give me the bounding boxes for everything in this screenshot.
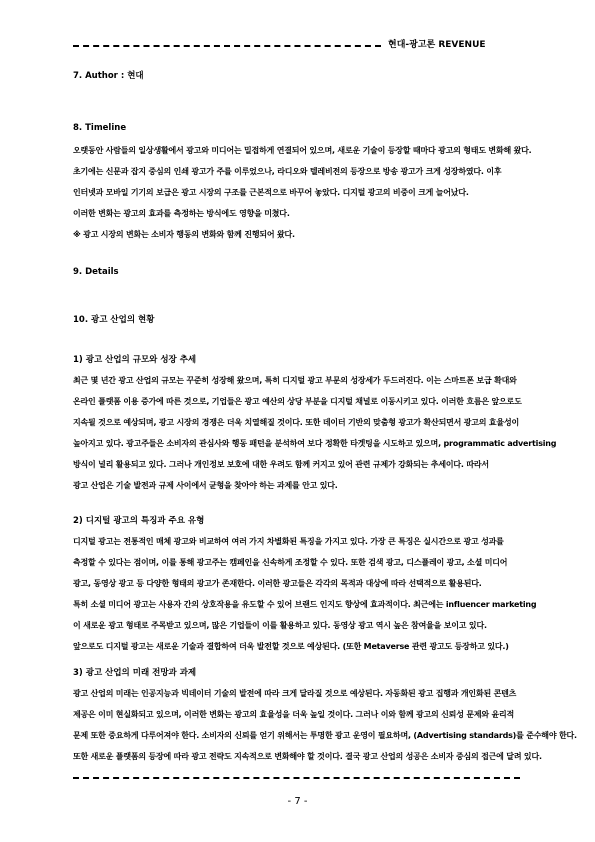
subsection-3-line: 제공은 이미 현실화되고 있으며, 이러한 변화는 광고의 효율성을 더욱 높일 것이다. 그러나 이와 함께 광고의 신뢰성 문제와 윤리적	[73, 710, 515, 719]
subsection-1-line: 지속될 것으로 예상되며, 광고 시장의 경쟁은 더욱 치열해질 것이다. 또한 데이터 기반의 맞춤형 광고가 확산되면서 광고의 효율성이	[73, 418, 520, 427]
subsection-1-body	[73, 370, 557, 496]
subsection-2-line: 앞으로도 디지털 광고는 새로운 기술과 결합하여 더욱 발전할 것으로 예상된다. (또한 Metaverse 관련 광고도 등장하고 있다.)	[73, 642, 509, 651]
subsection-2-line: 이 새로운 광고 형태로 주목받고 있으며, 많은 기업들이 이를 활용하고 있다. 동영상 광고 역시 높은 참여율을 보이고 있다.	[73, 621, 487, 630]
section-8-line: 초기에는 신문과 잡지 중심의 인쇄 광고가 주를 이루었으나, 라디오와 텔레비전의 등장으로 방송 광고가 크게 성장하였다. 이후	[73, 167, 502, 176]
subsection-3-line: 광고 산업의 미래는 인공지능과 빅데이터 기술의 발전에 따라 크게 달라질 것으로 예상된다. 자동화된 광고 집행과 개인화된 콘텐츠	[73, 689, 517, 698]
subsection-2-heading: 2) 디지털 광고의 특징과 주요 유형	[73, 516, 205, 526]
subsection-3-body	[73, 683, 577, 767]
subsection-2-line: 측정할 수 있다는 점이며, 이를 통해 광고주는 캠페인을 신속하게 조정할 수 있다. 또한 검색 광고, 디스플레이 광고, 소셜 미디어	[73, 558, 508, 567]
subsection-2-line: 디지털 광고는 전통적인 매체 광고와 비교하여 여러 가지 차별화된 특징을 가지고 있다. 가장 큰 특징은 실시간으로 광고 성과를	[73, 537, 504, 546]
subsection-2-line: 특히 소셜 미디어 광고는 사용자 간의 상호작용을 유도할 수 있어 브랜드 인지도 향상에 효과적이다. 최근에는 influencer marketing	[73, 600, 537, 609]
subsection-2-line: 광고, 동영상 광고 등 다양한 형태의 광고가 존재한다. 이러한 광고들은 각각의 목적과 대상에 따라 선택적으로 활용된다.	[73, 579, 482, 588]
subsection-1-line: 방식이 널리 활용되고 있다. 그러나 개인정보 보호에 대한 우려도 함께 커지고 있어 관련 규제가 강화되는 추세이다. 따라서	[73, 460, 489, 469]
subsection-1-line: 온라인 플랫폼 이용 증가에 따른 것으로, 기업들은 광고 예산의 상당 부분을 디지털 채널로 이동시키고 있다. 이러한 흐름은 앞으로도	[73, 397, 522, 406]
subsection-1-line: 광고 산업은 기술 발전과 규제 사이에서 균형을 찾아야 하는 과제를 안고 있다.	[73, 481, 338, 490]
subsection-2-body	[73, 531, 537, 657]
section-8-line: 인터넷과 모바일 기기의 보급은 광고 시장의 구조를 근본적으로 바꾸어 놓았다. 디지털 광고의 비중이 크게 늘어났다.	[73, 188, 469, 197]
section-8-line: 이러한 변화는 광고의 효과를 측정하는 방식에도 영향을 미쳤다.	[73, 209, 290, 218]
subsection-1-line: 높아지고 있다. 광고주들은 소비자의 관심사와 행동 패턴을 분석하여 보다 정확한 타겟팅을 시도하고 있으며, programmatic advertising	[73, 439, 557, 448]
header-dashed-rule	[73, 45, 381, 47]
header-title: 현대-광고론 REVENUE	[388, 40, 486, 50]
section-10-heading: 10. 광고 산업의 현황	[73, 315, 155, 325]
section-8-note: ※ 광고 시장의 변화는 소비자 행동의 변화와 함께 진행되어 왔다.	[73, 230, 295, 239]
section-9-heading: 9. Details	[73, 267, 119, 277]
footer-dashed-rule	[73, 777, 520, 779]
section-8-body	[73, 140, 532, 245]
page-number: - 7 -	[287, 796, 308, 807]
subsection-3-line: 또한 새로운 플랫폼의 등장에 따라 광고 전략도 지속적으로 변화해야 할 것이다. 결국 광고 산업의 성공은 소비자 중심의 접근에 달려 있다.	[73, 752, 542, 761]
subsection-1-heading: 1) 광고 산업의 규모와 성장 추세	[73, 355, 197, 365]
section-7-heading: 7. Author : 현대	[73, 71, 144, 81]
subsection-1-line: 최근 몇 년간 광고 산업의 규모는 꾸준히 성장해 왔으며, 특히 디지털 광고 부문의 성장세가 두드러진다. 이는 스마트폰 보급 확대와	[73, 376, 517, 385]
subsection-3-heading: 3) 광고 산업의 미래 전망과 과제	[73, 668, 197, 678]
section-8-line: 오랫동안 사람들의 일상생활에서 광고와 미디어는 밀접하게 연결되어 있으며, 새로운 기술이 등장할 때마다 광고의 형태도 변화해 왔다.	[73, 146, 532, 155]
subsection-3-line: 문제 또한 중요하게 다루어져야 한다. 소비자의 신뢰를 얻기 위해서는 투명한 광고 운영이 필요하며, (Advertising standards)를 준수해야 한다.	[73, 731, 577, 740]
section-8-heading: 8. Timeline	[73, 123, 127, 133]
